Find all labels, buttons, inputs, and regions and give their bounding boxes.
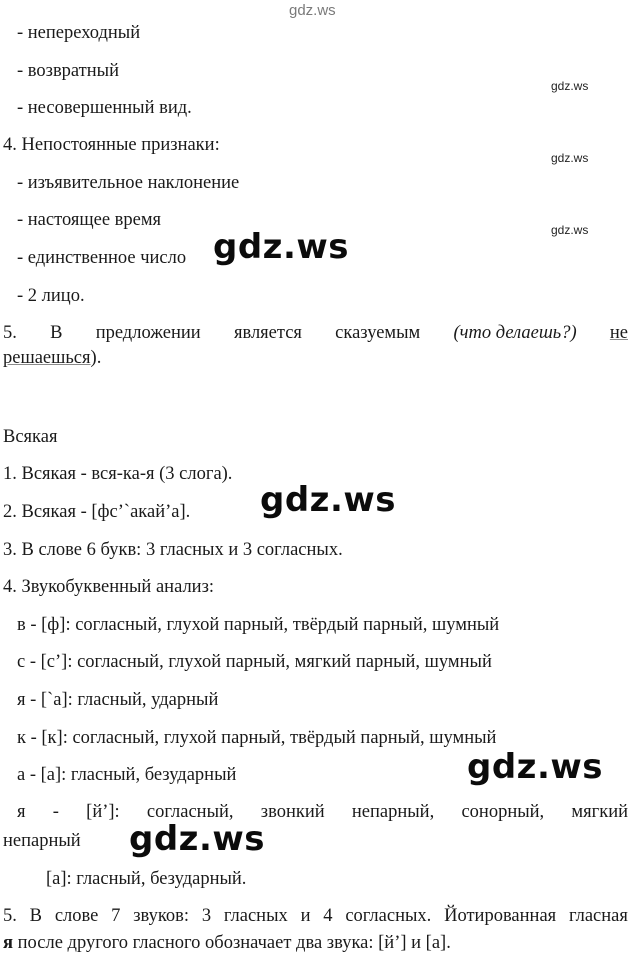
watermark-small: gdz.ws xyxy=(551,151,589,165)
word: гласных xyxy=(223,906,288,926)
sound-row: с - [с’]: согласный, глухой парный, мягкий парный, шумный xyxy=(17,652,492,672)
sound-row: в - [ф]: согласный, глухой парный, твёрдый парный, шумный xyxy=(17,615,500,635)
paragraph-line xyxy=(3,932,451,954)
bold-letter: я xyxy=(3,933,14,953)
section-heading: 4. Непостоянные признаки: xyxy=(3,135,220,155)
word: - xyxy=(52,802,59,822)
word: непарный, xyxy=(351,802,435,822)
word: и xyxy=(300,906,311,926)
justified-line xyxy=(3,905,628,927)
list-item: - единственное число xyxy=(17,248,187,268)
watermark-large: gdz.ws xyxy=(213,227,350,267)
word: гласная xyxy=(568,906,628,926)
word: Йотированная xyxy=(444,906,557,926)
sound-row: [а]: гласный, безударный. xyxy=(46,869,247,889)
word: 5. xyxy=(3,323,17,343)
watermark-large: gdz.ws xyxy=(129,819,266,859)
predicate-end: решаешься xyxy=(3,348,91,368)
word: звуков: xyxy=(133,906,190,926)
predicate-line xyxy=(3,347,101,369)
word: [й’]: xyxy=(86,802,120,822)
list-item: - настоящее время xyxy=(17,210,162,230)
closing-punct: ). xyxy=(90,348,102,368)
word: 4 xyxy=(323,906,333,926)
word: согласных. xyxy=(345,906,432,926)
predicate-start: не xyxy=(609,323,628,343)
watermark-small: gdz.ws xyxy=(551,79,589,93)
word: слове xyxy=(54,906,99,926)
question-text: (что делаешь?) xyxy=(453,323,577,343)
sound-row: к - [к]: согласный, глухой парный, твёрдый парный, шумный xyxy=(17,728,497,748)
sound-row-continuation: непарный xyxy=(3,831,81,851)
list-item: 2. Всякая - [фс’`акай’а]. xyxy=(3,502,191,522)
list-item: - возвратный xyxy=(17,61,119,81)
word: сказуемым xyxy=(335,323,421,343)
sound-row: я - [`а]: гласный, ударный xyxy=(17,690,219,710)
word: В xyxy=(29,906,43,926)
word: 5. xyxy=(3,906,17,926)
list-item: 1. Всякая - вся-ка-я (3 слога). xyxy=(3,464,233,484)
watermark-small: gdz.ws xyxy=(551,223,589,237)
word: В xyxy=(50,323,63,343)
list-item: 4. Звукобуквенный анализ: xyxy=(3,577,215,597)
word: согласный, xyxy=(146,802,234,822)
word: 7 xyxy=(111,906,121,926)
watermark-large: gdz.ws xyxy=(467,747,604,787)
list-item: - непереходный xyxy=(17,23,141,43)
word: я xyxy=(17,802,26,822)
text-run: после другого гласного обозначает два звука: [й’] и [а]. xyxy=(13,933,451,953)
word: сонорный, xyxy=(461,802,545,822)
word: 3 xyxy=(201,906,212,926)
word: является xyxy=(233,323,302,343)
list-item: 3. В слове 6 букв: 3 гласных и 3 согласных. xyxy=(3,540,343,560)
justified-line xyxy=(17,801,628,823)
watermark-large: gdz.ws xyxy=(260,480,397,520)
word: звонкий xyxy=(260,802,325,822)
word: предложении xyxy=(95,323,201,343)
word: мягкий xyxy=(571,802,628,822)
word-title: Всякая xyxy=(3,427,58,447)
justified-line xyxy=(3,322,628,344)
list-item: - 2 лицо. xyxy=(17,286,85,306)
watermark-top: gdz.ws xyxy=(289,2,336,19)
list-item: - изъявительное наклонение xyxy=(17,173,240,193)
sound-row: а - [а]: гласный, безударный xyxy=(17,765,237,785)
list-item: - несовершенный вид. xyxy=(17,98,192,118)
